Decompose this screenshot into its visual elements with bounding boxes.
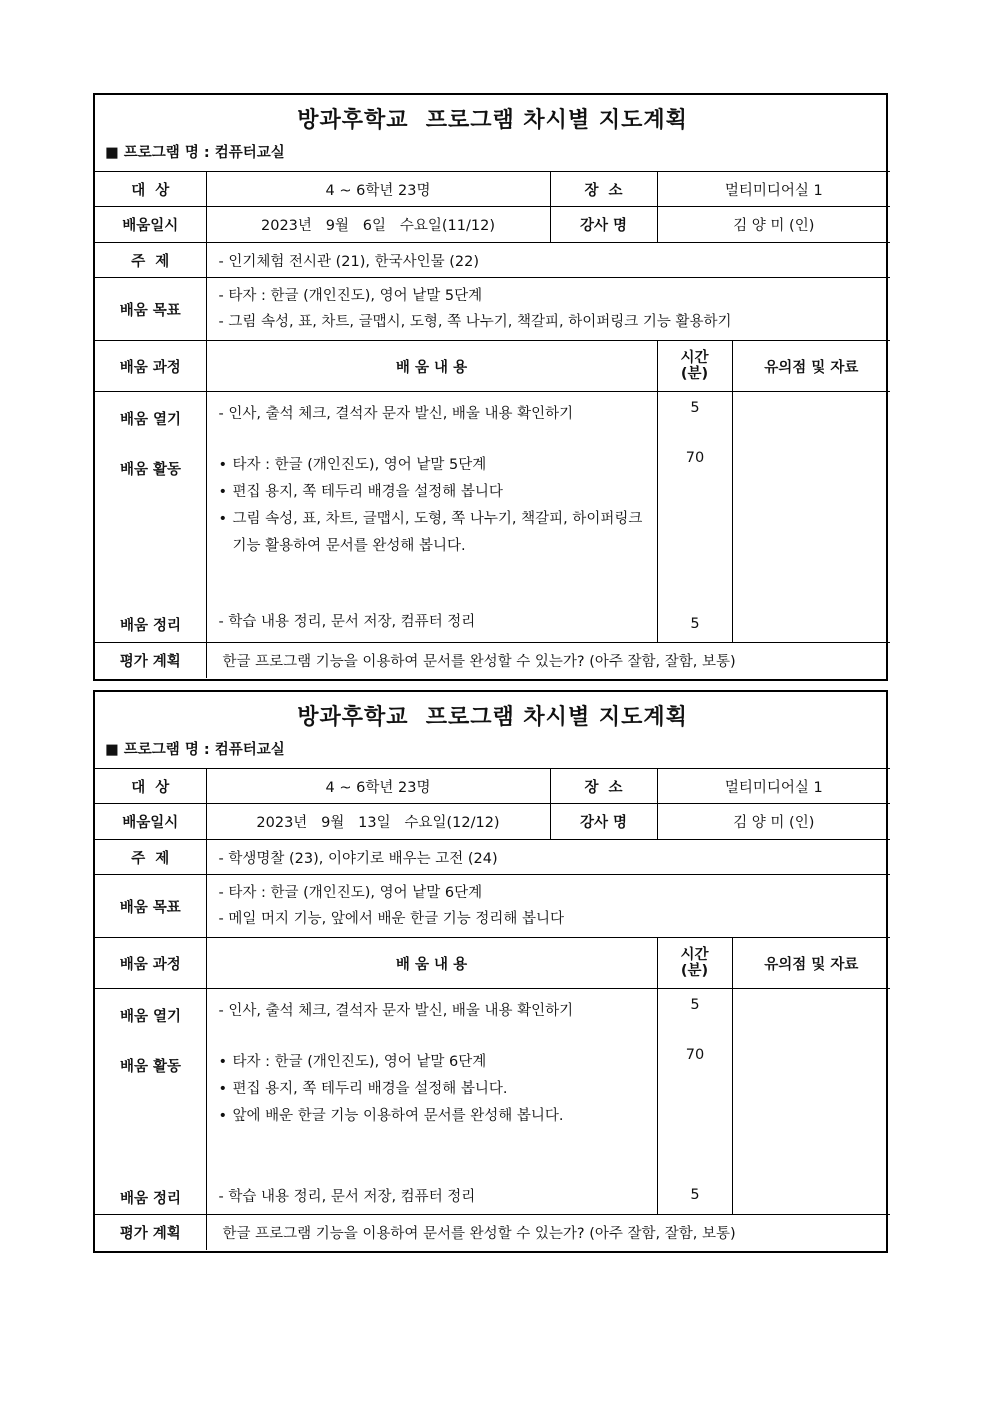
goal-label: 배움 목표 bbox=[95, 875, 206, 938]
target-label: 대 상 bbox=[95, 769, 206, 804]
content-header: 배 움 내 용 bbox=[206, 341, 657, 392]
process-header: 배움 과정 bbox=[95, 341, 206, 392]
activity-list bbox=[219, 452, 651, 560]
open-content: - 인사, 출석 체크, 결석자 문자 발신, 배울 내용 확인하기 bbox=[218, 1003, 574, 1019]
topic-label: 주 제 bbox=[95, 840, 206, 875]
activity-item: • 그림 속성, 표, 차트, 글맵시, 도형, 쪽 나누기, 책갈피, 하이퍼링크 기능 활용하여 문서를 완성해 봅니다. bbox=[218, 511, 643, 554]
goal-label: 배움 목표 bbox=[95, 278, 206, 341]
content-header: 배 움 내 용 bbox=[206, 938, 657, 989]
activity-label: 배움 활동 bbox=[119, 462, 182, 478]
plan-title: 방과후학교 프로그램 차시별 지도계획 bbox=[297, 705, 688, 730]
time-header: 시간 (분) bbox=[657, 341, 732, 392]
process-header: 배움 과정 bbox=[95, 938, 206, 989]
activity-time: 70 bbox=[685, 1047, 705, 1063]
goal-list bbox=[206, 278, 890, 341]
eval-value: 한글 프로그램 기능을 이용하여 문서를 완성할 수 있는가? (아주 잘함, 잘함, 보통) bbox=[206, 1215, 890, 1250]
instructor-label: 강사 명 bbox=[550, 207, 657, 243]
place-value: 멀티미디어실 1 bbox=[657, 172, 890, 207]
topic-label: 주 제 bbox=[95, 243, 206, 278]
close-content: - 학습 내용 정리, 문서 저장, 컴퓨터 정리 bbox=[218, 614, 476, 630]
instructor-label: 강사 명 bbox=[550, 804, 657, 840]
goal-item: - 타자 : 한글 (개인진도), 영어 낱말 6단계 bbox=[218, 885, 483, 901]
target-value: 4 ~ 6학년 23명 bbox=[206, 172, 550, 207]
title-cell bbox=[95, 692, 890, 769]
open-label: 배움 열기 bbox=[119, 1009, 182, 1025]
close-content: - 학습 내용 정리, 문서 저장, 컴퓨터 정리 bbox=[218, 1189, 476, 1205]
notes-column bbox=[732, 392, 890, 643]
eval-value: 한글 프로그램 기능을 이용하여 문서를 완성할 수 있는가? (아주 잘함, 잘함, 보통) bbox=[206, 643, 890, 678]
date-value: 2023년 9월 13일 수요일(12/12) bbox=[206, 804, 550, 840]
topic-value: - 인기체험 전시관 (21), 한국사인물 (22) bbox=[206, 243, 890, 278]
date-label: 배움일시 bbox=[95, 207, 206, 243]
plan-title: 방과후학교 프로그램 차시별 지도계획 bbox=[297, 108, 688, 133]
open-time: 5 bbox=[690, 997, 700, 1013]
activity-item: • 편집 용지, 쪽 테두리 배경을 설정해 봅니다 bbox=[218, 484, 503, 500]
instructor-value: 김 양 미 (인) bbox=[657, 207, 890, 243]
close-time: 5 bbox=[690, 1187, 700, 1203]
date-value: 2023년 9월 6일 수요일(11/12) bbox=[206, 207, 550, 243]
lesson-plan-2 bbox=[93, 690, 888, 1253]
time-header: 시간 (분) bbox=[657, 938, 732, 989]
activity-item: • 편집 용지, 쪽 테두리 배경을 설정해 봅니다. bbox=[218, 1081, 508, 1097]
open-time: 5 bbox=[690, 400, 700, 416]
place-value: 멀티미디어실 1 bbox=[657, 769, 890, 804]
place-label: 장 소 bbox=[550, 769, 657, 804]
activity-label: 배움 활동 bbox=[119, 1059, 182, 1075]
goal-list bbox=[206, 875, 890, 938]
activity-item: • 타자 : 한글 (개인진도), 영어 낱말 5단계 bbox=[218, 457, 487, 473]
target-value: 4 ~ 6학년 23명 bbox=[206, 769, 550, 804]
activity-list bbox=[219, 1049, 651, 1130]
goal-item: - 그림 속성, 표, 차트, 글맵시, 도형, 쪽 나누기, 책갈피, 하이퍼링크 기능 활용하기 bbox=[218, 314, 732, 330]
open-content: - 인사, 출석 체크, 결석자 문자 발신, 배울 내용 확인하기 bbox=[218, 406, 574, 422]
date-label: 배움일시 bbox=[95, 804, 206, 840]
content-column bbox=[206, 392, 657, 643]
time-column bbox=[657, 989, 732, 1215]
title-cell bbox=[95, 95, 890, 172]
activity-time: 70 bbox=[685, 450, 705, 466]
content-column bbox=[206, 989, 657, 1215]
notes-column bbox=[732, 989, 890, 1215]
program-name: ■ 프로그램 명 : 컴퓨터교실 bbox=[105, 145, 285, 161]
process-column bbox=[95, 989, 206, 1215]
close-label: 배움 정리 bbox=[119, 1191, 182, 1207]
activity-item: • 앞에 배운 한글 기능 이용하여 문서를 완성해 봅니다. bbox=[218, 1108, 564, 1124]
topic-value: - 학생명찰 (23), 이야기로 배우는 고전 (24) bbox=[206, 840, 890, 875]
process-column bbox=[95, 392, 206, 643]
close-time: 5 bbox=[690, 616, 700, 632]
eval-label: 평가 계획 bbox=[95, 643, 206, 678]
goal-item: - 타자 : 한글 (개인진도), 영어 낱말 5단계 bbox=[218, 288, 483, 304]
target-label: 대 상 bbox=[95, 172, 206, 207]
program-name: ■ 프로그램 명 : 컴퓨터교실 bbox=[105, 742, 285, 758]
lesson-plan-1 bbox=[93, 93, 888, 681]
time-column bbox=[657, 392, 732, 643]
notes-header: 유의점 및 자료 bbox=[732, 341, 890, 392]
open-label: 배움 열기 bbox=[119, 412, 182, 428]
notes-header: 유의점 및 자료 bbox=[732, 938, 890, 989]
eval-label: 평가 계획 bbox=[95, 1215, 206, 1250]
goal-item: - 메일 머지 기능, 앞에서 배운 한글 기능 정리해 봅니다 bbox=[218, 911, 564, 927]
place-label: 장 소 bbox=[550, 172, 657, 207]
activity-item: • 타자 : 한글 (개인진도), 영어 낱말 6단계 bbox=[218, 1054, 487, 1070]
instructor-value: 김 양 미 (인) bbox=[657, 804, 890, 840]
close-label: 배움 정리 bbox=[119, 618, 182, 634]
